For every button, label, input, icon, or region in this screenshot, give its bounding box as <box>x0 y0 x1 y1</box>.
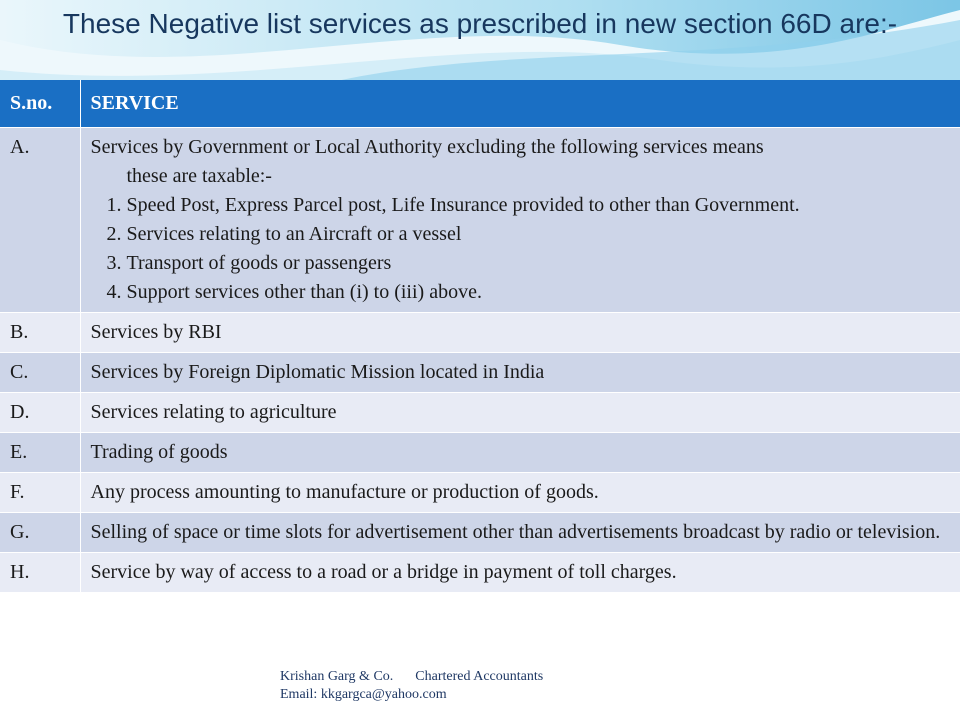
row-sno: C. <box>0 353 80 393</box>
row-sno: G. <box>0 513 80 553</box>
row-service: Services by RBI <box>80 313 960 353</box>
table-row <box>0 433 960 473</box>
row-service: Services relating to agriculture <box>80 393 960 433</box>
footer-profession: Chartered Accountants <box>415 669 544 684</box>
row-sno: E. <box>0 433 80 473</box>
row-service: Any process amounting to manufacture or production of goods. <box>80 473 960 513</box>
negative-list-table <box>0 80 960 592</box>
table-row <box>0 553 960 593</box>
row-service: Service by way of access to a road or a bridge in payment of toll charges. <box>80 553 960 593</box>
row-sno: D. <box>0 393 80 433</box>
table-row <box>0 513 960 553</box>
footer-email: Email: kkgargca@yahoo.com <box>280 687 447 702</box>
row-a-intro-line2: these are taxable:- <box>126 165 272 187</box>
row-sno: F. <box>0 473 80 513</box>
table-header-row <box>0 80 960 128</box>
row-service: Services by Foreign Diplomatic Mission located in India <box>80 353 960 393</box>
table-row <box>0 393 960 433</box>
list-item: 1. Speed Post, Express Parcel post, Life Insurance provided to other than Government. <box>127 191 950 220</box>
table-row <box>0 313 960 353</box>
footer-firm: Krishan Garg & Co. <box>280 669 394 684</box>
row-service: Trading of goods <box>80 433 960 473</box>
row-sno: B. <box>0 313 80 353</box>
row-a-sublist <box>91 191 950 307</box>
header-service: SERVICE <box>80 80 960 128</box>
slide-title: These Negative list services as prescribed in new section 66D are:- <box>62 8 898 39</box>
list-item: 4. Support services other than (i) to (iii) above. <box>127 278 950 307</box>
slide-footer <box>280 668 543 704</box>
row-service: Selling of space or time slots for advertisement other than advertisements broadcast by radio or television. <box>80 513 960 553</box>
table-row <box>0 473 960 513</box>
table-row <box>0 128 960 313</box>
table-row <box>0 353 960 393</box>
row-sno: A. <box>0 128 80 313</box>
row-service <box>80 128 960 313</box>
row-sno: H. <box>0 553 80 593</box>
row-a-intro-line1: Services by Government or Local Authority excluding the following services means <box>90 136 764 158</box>
list-item: 2. Services relating to an Aircraft or a vessel <box>127 220 950 249</box>
header-sno: S.no. <box>0 80 80 128</box>
list-item: 3. Transport of goods or passengers <box>127 249 950 278</box>
